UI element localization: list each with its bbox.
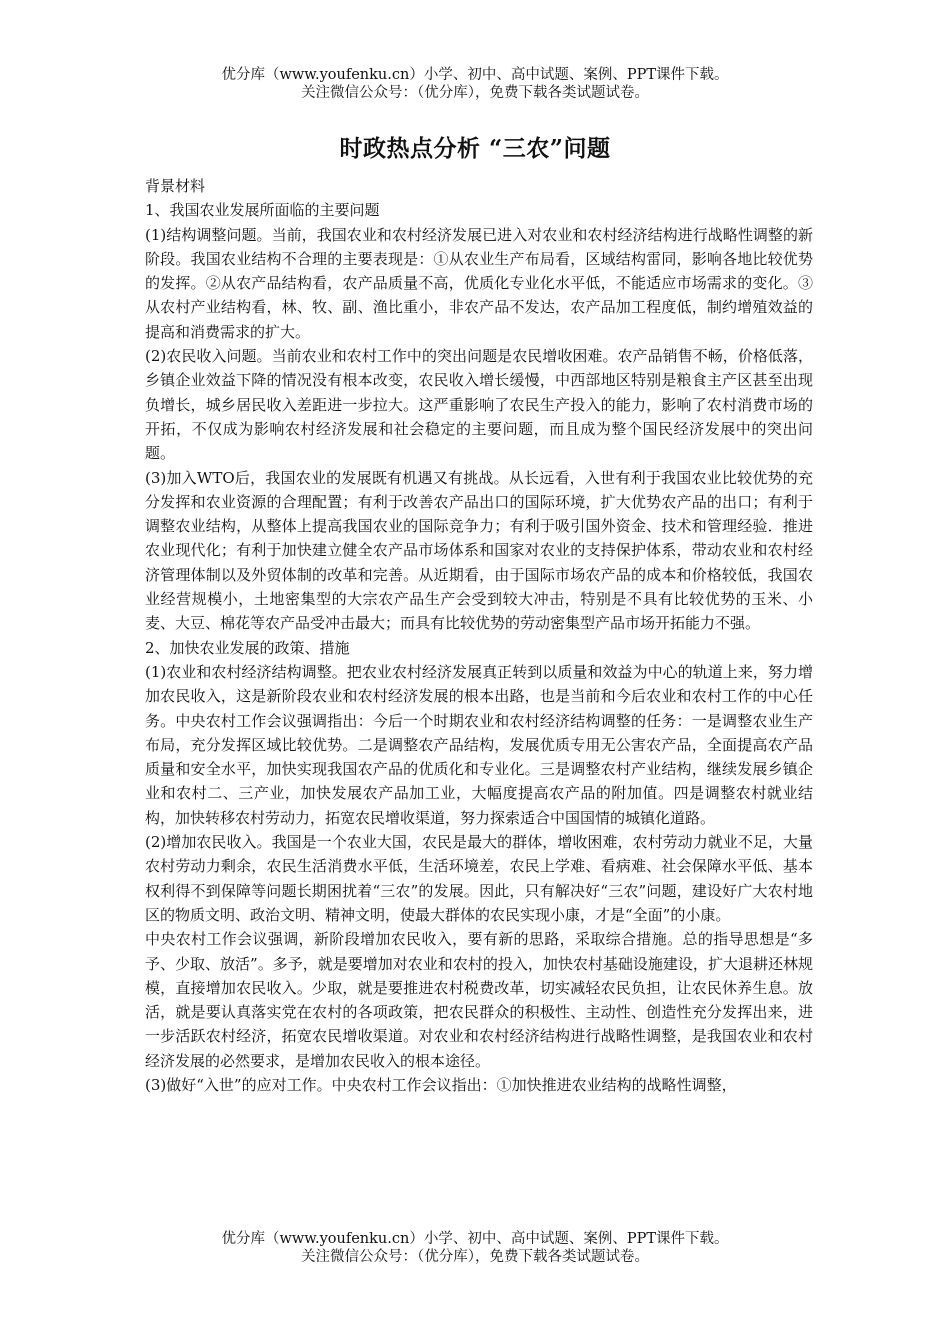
paragraph-increase-income: (2)增加农民收入。我国是一个农业大国，农民是最大的群体，增收困难，农村劳动力就业不足，大量农村劳动力剩余，农民生活消费水平低，生活环境差，农民上学难、看病难、社会保障水平低、基本权利得不到保障等问题长期困扰着“三农”的发展。因此，只有解决好“三农”问题，建设好广大农村地区的物质文明、政治文明、精神文明，使最大群体的农民实现小康，才是“全面”的小康。 <box>145 833 813 924</box>
paragraph-structure-adjustment: (1)结构调整问题。当前，我国农业和农村经济发展已进入对农业和农村经济结构进行战略性调整的新阶段。我国农业结构不合理的主要表现是：①从农业生产布局看，区域结构雷同，影响各地比较优势的发挥。②从农产品结构看，农产品质量不高，优质化专业化水平低，不能适应市场需求的变化。③从农村产业结构看，林、牧、副、渔比重小，非农产品不发达，农产品加工程度低，制约增殖效益的提高和消费需求的扩大。 <box>145 225 813 341</box>
document-body <box>145 174 813 1097</box>
page-footer <box>0 1230 950 1266</box>
footer-line-2: 关注微信公众号：（优分库），免费下载各类试题试卷。 <box>301 1249 649 1265</box>
paragraph-structure-policy: (1)农业和农村经济结构调整。把农业农村经济发展真正转到以质量和效益为中心的轨道上来，努力增加农民收入，这是新阶段农业和农村经济发展的根本出路，也是当前和今后农业和农村工作的中心任务。中央农村工作会议强调指出：今后一个时期农业和农村经济结构调整的任务：一是调整农业生产布局，充分发挥区域比较优势。二是调整农产品结构，发展优质专用无公害农产品，全面提高农产品质量和安全水平，加快实现我国农产品的优质化和专业化。三是调整农村产业结构，继续发展乡镇企业和农村二、三产业，加快发展农产品加工业，大幅度提高农产品的附加值。四是调整农村就业结构，加快转移农村劳动力，拓宽农民增收渠道，努力探索适合中国国情的城镇化道路。 <box>145 662 813 827</box>
section-heading-1: 1、我国农业发展所面临的主要问题 <box>145 201 380 220</box>
header-line-1: 优分库（www.youfenku.cn）小学、初中、高中试题、案例、PPT课件下载。 <box>221 67 729 83</box>
paragraph-wto: (3)加入WTO后，我国农业的发展既有机遇又有挑战。从长远看，入世有利于我国农业比较优势的充分发挥和农业资源的合理配置；有利于改善农产品出口的国际环境，扩大优势农产品的出口；有利于调整农业结构，从整体上提高我国农业的国际竞争力；有利于吸引国外资金、技术和管理经验．推进农业现代化；有利于加快建立健全农产品市场体系和国家对农业的支持保护体系，带动农业和农村经济管理体制以及外贸体制的改革和完善。从近期看，由于国际市场农产品的成本和价格较低，我国农业经营规模小，土地密集型的大宗农产品生产会受到较大冲击，特别是不具有比较优势的玉米、小麦、大豆、棉花等农产品受冲击最大；而具有比较优势的劳动密集型产品市场开拓能力不强。 <box>145 468 813 633</box>
paragraph-central-meeting: 中央农村工作会议强调，新阶段增加农民收入，要有新的思路，采取综合措施。总的指导思想是“多予、少取、放活”。多予，就是要增加对农业和农村的投入，加快农村基础设施建设，扩大退耕还林规模，直接增加农民收入。少取，就是要推进农村税费改革，切实减轻农民负担，让农民休养生息。放活，就是要认真落实党在农村的各项政策，把农民群众的积极性、主动性、创造性充分发挥出来，进一步活跃农村经济，拓宽农民增收渠道。对农业和农村经济结构进行战略性调整，是我国农业和农村经济发展的必然要求，是增加农民收入的根本途径。 <box>145 930 813 1070</box>
page-header <box>0 66 950 102</box>
section-label: 背景材料 <box>145 177 206 195</box>
paragraph-wto-response: (3)做好“入世”的应对工作。中央农村工作会议指出：①加快推进农业结构的战略性调整， <box>145 1075 737 1094</box>
header-line-2: 关注微信公众号：（优分库），免费下载各类试题试卷。 <box>301 85 649 101</box>
paragraph-farmer-income: (2)农民收入问题。当前农业和农村工作中的突出问题是农民增收困难。农产品销售不畅，价格低落，乡镇企业效益下降的情况没有根本改变，农民收入增长缓慢，中西部地区特别是粮食主产区甚至出现负增长，城乡居民收入差距进一步拉大。这严重影响了农民生产投入的能力，影响了农村消费市场的开拓，不仅成为影响农村经济发展和社会稳定的主要问题，而且成为整个国民经济发展中的突出问题。 <box>145 347 813 463</box>
footer-line-1: 优分库（www.youfenku.cn）小学、初中、高中试题、案例、PPT课件下载。 <box>221 1231 729 1247</box>
section-heading-2: 2、加快农业发展的政策、措施 <box>145 638 350 657</box>
page-title: 时政热点分析 “三农”问题 <box>339 135 611 162</box>
